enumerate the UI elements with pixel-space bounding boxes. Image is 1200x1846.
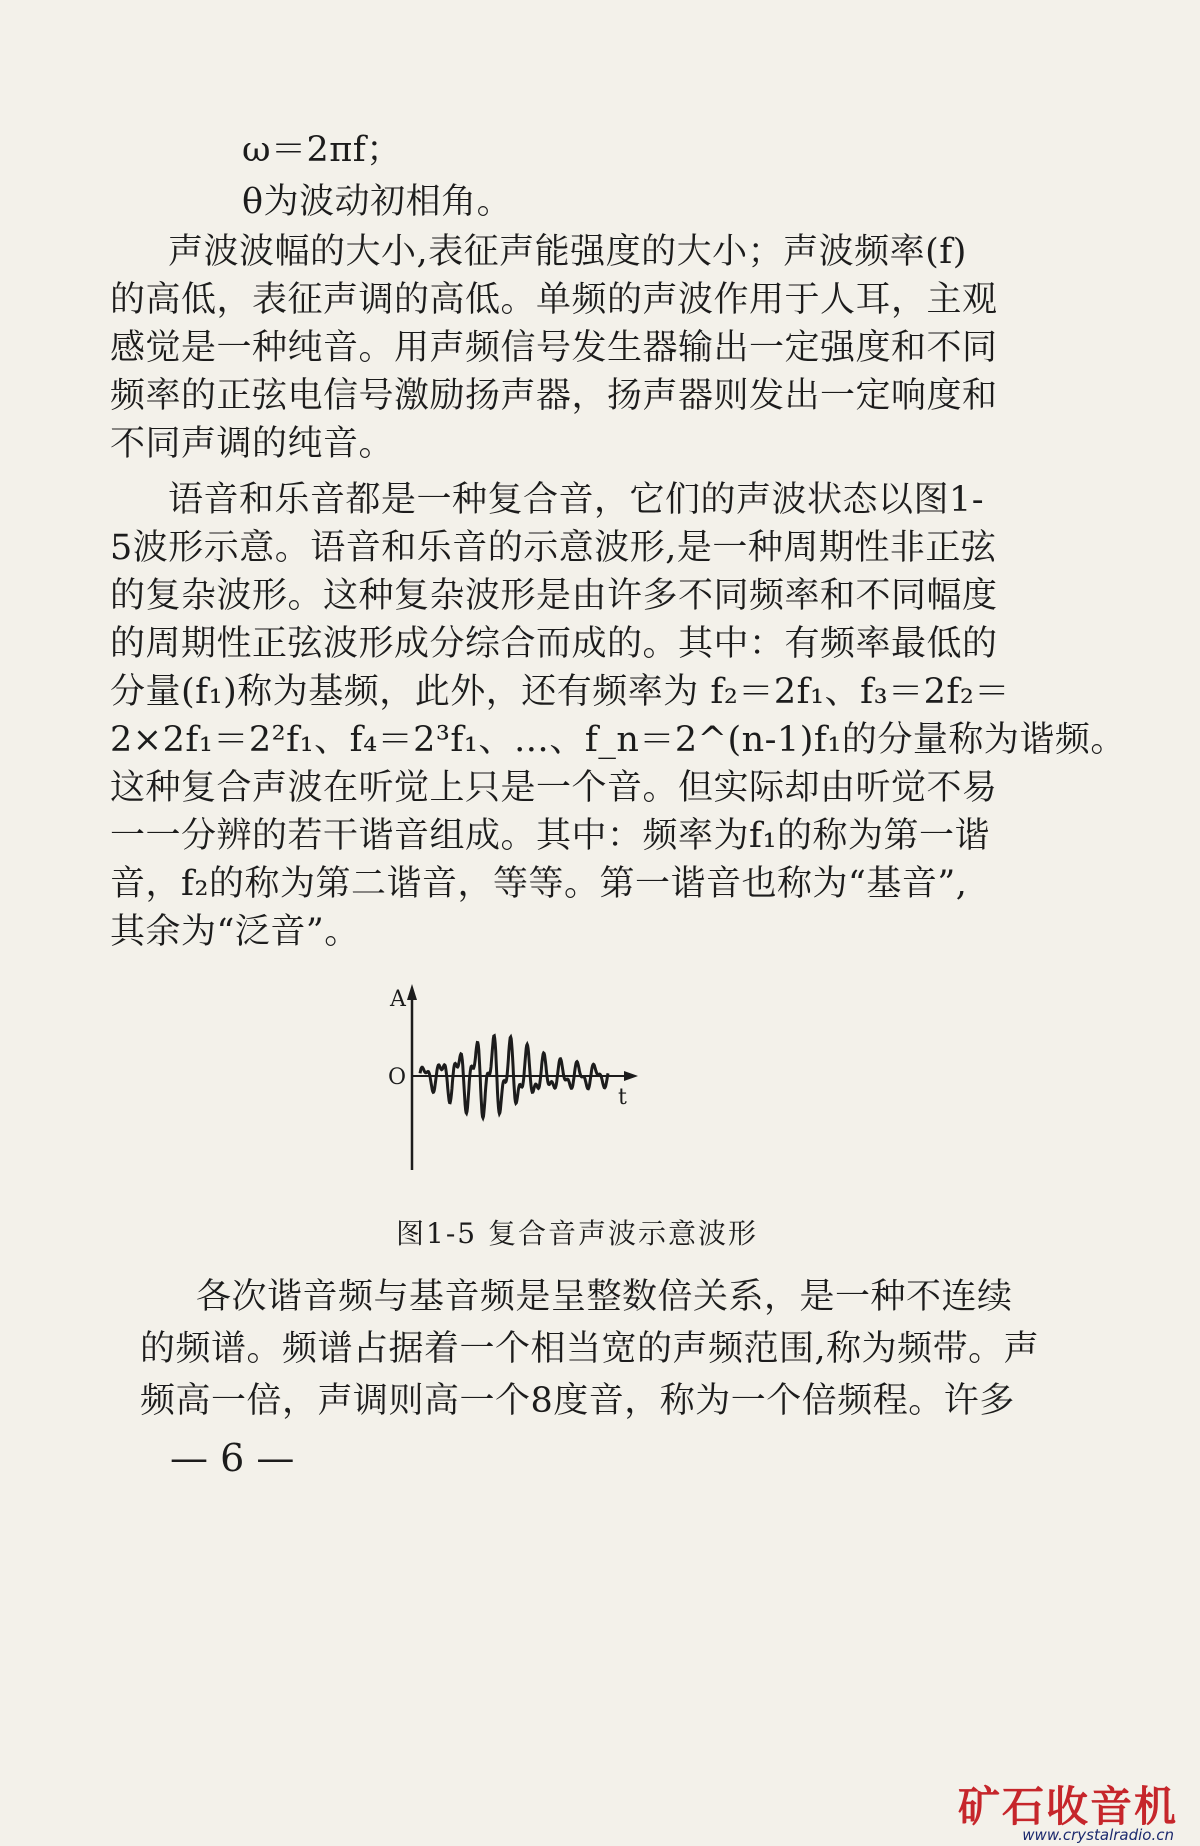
para2-line7: 这种复合声波在听觉上只是一个音。但实际却由听觉不易 (110, 768, 998, 808)
para1-line5: 不同声调的纯音。 (110, 424, 395, 464)
para1-line2: 的高低，表征声调的高低。单频的声波作用于人耳，主观 (110, 280, 998, 320)
para3-line2: 的频谱。频谱占据着一个相当宽的声频范围,称为频带。声 (140, 1329, 1040, 1369)
para3-line3: 频高一倍，声调则高一个8度音，称为一个倍频程。许多 (140, 1381, 1015, 1421)
para2-line5: 分量(f₁)称为基频，此外，还有频率为 f₂＝2f₁、f₃＝2f₂＝ (110, 672, 1010, 712)
para1-line1: 声波波幅的大小,表征声能强度的大小；声波频率(f) (168, 232, 967, 272)
para2-line9: 音，f₂的称为第二谐音，等等。第一谐音也称为“基音”, (110, 864, 968, 904)
figure-caption: 图1-5 复合音声波示意波形 (396, 1217, 758, 1250)
para2-line1: 语音和乐音都是一种复合音，它们的声波状态以图1- (168, 480, 985, 520)
para2-line3: 的复杂波形。这种复杂波形是由许多不同频率和不同幅度 (110, 576, 998, 616)
para1-line3: 感觉是一种纯音。用声频信号发生器输出一定强度和不同 (110, 328, 998, 368)
axis-x-label: t (618, 1085, 627, 1110)
x-axis-arrow (624, 1071, 638, 1081)
formula-theta: θ为波动初相角。 (242, 182, 513, 222)
complex-waveform (420, 1036, 608, 1118)
watermark-url: www.crystalradio.cn (1022, 1826, 1174, 1844)
para2-line6: 2×2f₁＝2²f₁、f₄＝2³f₁、…、f_n＝2^(n-1)f₁的分量称为谐频。 (110, 720, 1126, 760)
formula-omega: ω＝2πf； (242, 130, 402, 170)
para3-line1: 各次谐音频与基音频是呈整数倍关系，是一种不连续 (196, 1277, 1013, 1317)
para2-line8: 一一分辨的若干谐音组成。其中：频率为f₁的称为第一谐 (110, 816, 990, 856)
watermark-brand: 矿石收音机 (957, 1782, 1178, 1831)
origin-label: O (388, 1065, 407, 1090)
para2-line4: 的周期性正弦波形成分综合而成的。其中：有频率最低的 (110, 624, 998, 664)
para2-line10: 其余为“泛音”。 (110, 912, 360, 952)
para2-line2: 5波形示意。语音和乐音的示意波形,是一种周期性非正弦 (110, 528, 997, 568)
page-number: — 6 — (170, 1436, 295, 1480)
para1-line4: 频率的正弦电信号激励扬声器，扬声器则发出一定响度和 (110, 376, 998, 416)
axis-y-label: A (390, 987, 406, 1012)
y-axis-arrow (407, 984, 417, 1000)
waveform-figure (380, 980, 700, 1190)
